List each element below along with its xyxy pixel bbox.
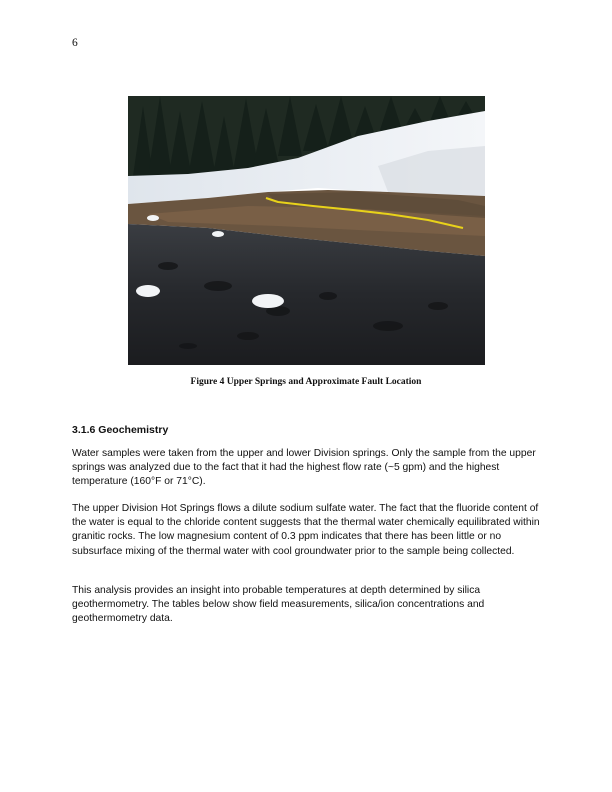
creek-photo-illustration <box>128 96 485 365</box>
figure-photo <box>128 96 485 365</box>
paragraph-sampling: Water samples were taken from the upper and lower Division springs. Only the sample from the upper springs was analyzed due to the fact that it had the highest flow rate (~5 gpm) and the highest temperature (160°F or 71°C). <box>72 448 536 488</box>
paragraph-water-chemistry: The upper Division Hot Springs flows a dilute sodium sulfate water. The fact that the fluoride content of the water is equal to the chloride content suggests that the thermal water chemically equilibrated within granitic rocks. The low magnesium content of 0.3 ppm indicates that there has been little or no subsurface mixing of the thermal water with cool groundwater prior to the sample being collected. <box>72 503 540 557</box>
section-heading: 3.1.6 Geochemistry <box>72 424 169 436</box>
paragraph-geothermometry: This analysis provides an insight into probable temperatures at depth determined by silica geothermometry. The tables below show field measurements, silica/ion concentrations and geothermometry data. <box>72 585 485 625</box>
page-number: 6 <box>72 37 78 49</box>
figure-caption: Figure 4 Upper Springs and Approximate Fault Location <box>190 377 422 387</box>
